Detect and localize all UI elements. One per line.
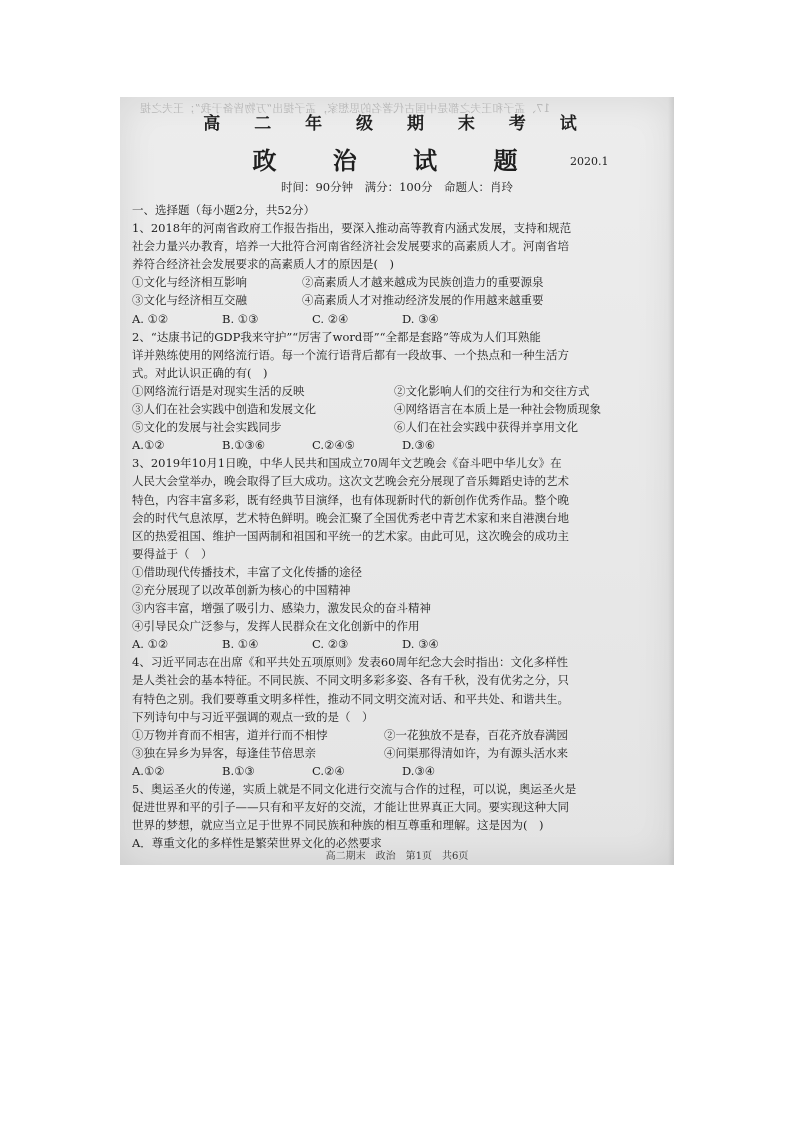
- option: ①借助现代传播技术，丰富了文化传播的途径: [132, 564, 362, 579]
- question-list: [132, 201, 662, 852]
- answer-row: [132, 762, 662, 780]
- question-line: 社会力量兴办教育，培养一大批符合河南省经济社会发展要求的高素质人才。河南省培: [132, 239, 569, 254]
- option: ②文化影响人们的交往行为和交往方式: [394, 383, 590, 398]
- answer-choice: C. ②④: [312, 311, 349, 326]
- option-row: [132, 291, 662, 309]
- option: ④问渠那得清如许，为有源头活水来: [384, 745, 568, 760]
- question-line: 世界的梦想，就应当立足于世界不同民族和种族的相互尊重和理解。这是因为( ): [132, 818, 544, 833]
- exam-date: 2020.1: [570, 155, 609, 168]
- answer-choice: B. ①③: [222, 311, 259, 326]
- question-line: 下列诗句中与习近平强调的观点一致的是（ ）: [132, 709, 374, 724]
- option: ②充分展现了以改革创新为核心的中国精神: [132, 582, 351, 597]
- question-line: 3、2019年10月1日晚，中华人民共和国成立70周年文艺晚会《奋斗吧中华儿女》在: [132, 456, 562, 471]
- option: ④引导民众广泛参与，发挥人民群众在文化创新中的作用: [132, 619, 420, 634]
- option: ③文化与经济相互交融: [132, 293, 247, 308]
- question-line: 详并熟练使用的网络流行语。每一个流行语背后都有一段故事、一个热点和一种生活方: [132, 347, 569, 362]
- question-line: 5、奥运圣火的传递，实质上就是不同文化进行交流与合作的过程，可以说，奥运圣火是: [132, 782, 577, 796]
- option: ①文化与经济相互影响: [132, 275, 247, 290]
- question-line: 特色，内容丰富多彩，既有经典节目演绎，也有体现新时代的新创作优秀作品。整个晚: [132, 492, 569, 507]
- option: ⑥人们在社会实践中获得并享用文化: [394, 420, 578, 435]
- answer-choice: C.②④: [312, 763, 345, 778]
- section-heading: 一、选择题（每小题2分，共52分）: [132, 203, 315, 217]
- option-row: [132, 726, 662, 744]
- option: ②一花独放不是春，百花齐放春满园: [384, 727, 568, 742]
- question-5: [132, 780, 662, 852]
- exam-meta: 时间：90分钟 满分：100分 命题人：肖玲: [280, 180, 514, 194]
- answer-choice: D. ③④: [402, 311, 439, 326]
- answer-choice: B.①③⑥: [222, 438, 266, 453]
- question-line: 式。对此认识正确的有( ): [132, 365, 268, 380]
- question-line: 4、习近平同志在出席《和平共处五项原则》发表60周年纪念大会时指出：文化多样性: [132, 655, 568, 670]
- option: ①网络流行语是对现实生活的反映: [132, 383, 305, 398]
- option-row: [132, 400, 662, 418]
- question-2: [132, 328, 662, 455]
- question-line: 养符合经济社会发展要求的高素质人才的原因是( ): [132, 257, 394, 272]
- option-row: [132, 382, 662, 400]
- question-4: [132, 653, 662, 780]
- answer-choice: D. ③④: [402, 637, 439, 652]
- answer-choice: B. ①④: [222, 637, 259, 652]
- answer-row: [132, 635, 662, 653]
- page-footer: 高二期末 政治 第1页 共6页: [325, 851, 469, 862]
- exam-page-photo: [120, 97, 674, 865]
- bleed-through-text: 17、孟子和王夫之都是中国古代著名的思想家，孟子提出“万物皆备于我”；王夫之提: [140, 102, 551, 115]
- question-line: 会的时代气息浓厚，艺术特色鲜明。晚会汇聚了全国优秀老中青艺术家和来自港澳台地: [132, 510, 569, 525]
- exam-subject: 政 治 试 题: [252, 146, 542, 175]
- answer-choice: A.①②: [132, 763, 165, 778]
- question-1: [132, 219, 662, 328]
- answer-choice: A. ①②: [132, 311, 169, 326]
- question-line: 促进世界和平的引子——只有和平友好的交流，才能让世界真正大同。要实现这种大同: [132, 800, 569, 815]
- answer-choice: D.③⑥: [402, 438, 436, 453]
- answer-choice: D.③④: [402, 763, 436, 778]
- answer-row: [132, 436, 662, 454]
- question-line: 有特色之别。我们要尊重文明多样性，推动不同文明交流对话、和平共处、和谐共生。: [132, 691, 569, 706]
- option-row: [132, 744, 662, 762]
- option: ②高素质人才越来越成为民族创造力的重要源泉: [302, 275, 544, 290]
- option-row: [132, 418, 662, 436]
- option: ③独在异乡为异客，每逢佳节倍思亲: [132, 745, 316, 760]
- answer-row: [132, 310, 662, 328]
- answer-choice: A. ①②: [132, 637, 169, 652]
- option: ④高素质人才对推动经济发展的作用越来越重要: [302, 293, 544, 308]
- option: ①万物并育而不相害，道并行而不相悖: [132, 727, 328, 742]
- exam-title: 高 二 年 级 期 末 考 试: [203, 114, 591, 134]
- answer-choice: C.②④⑤: [312, 438, 355, 453]
- option: ③内容丰富，增强了吸引力、感染力，激发民众的奋斗精神: [132, 601, 431, 616]
- question-line: 区的热爱祖国、维护一国两制和祖国和平统一的艺术家。由此可见，这次晚会的成功主: [132, 528, 569, 543]
- question-line: 2、“达康书记的GDP我来守护”“厉害了word哥”“全都是套路”等成为人们耳熟能: [132, 329, 541, 344]
- answer-choice: B.①③: [222, 763, 255, 778]
- option-row: [132, 273, 662, 291]
- photo-shadow-edge: [668, 97, 674, 865]
- option: ③人们在社会实践中创造和发展文化: [132, 402, 316, 417]
- question-3: [132, 454, 662, 653]
- answer-choice: C. ②③: [312, 637, 349, 652]
- option: ⑤文化的发展与社会实践同步: [132, 420, 282, 435]
- question-line: 人民大会堂举办，晚会取得了巨大成功。这次文艺晚会充分展现了音乐舞蹈史诗的艺术: [132, 474, 569, 489]
- question-line: 是人类社会的基本特征。不同民族、不同文明多彩多姿、各有千秋，没有优劣之分，只: [132, 673, 569, 688]
- option: A．尊重文化的多样性是繁荣世界文化的必然要求: [132, 836, 382, 851]
- question-line: 要得益于（ ）: [132, 546, 213, 561]
- answer-choice: A.①②: [132, 438, 165, 453]
- option: ④网络语言在本质上是一种社会物质现象: [394, 402, 601, 417]
- question-line: 1、2018年的河南省政府工作报告指出，要深入推动高等教育内涵式发展，支持和规范: [132, 221, 572, 236]
